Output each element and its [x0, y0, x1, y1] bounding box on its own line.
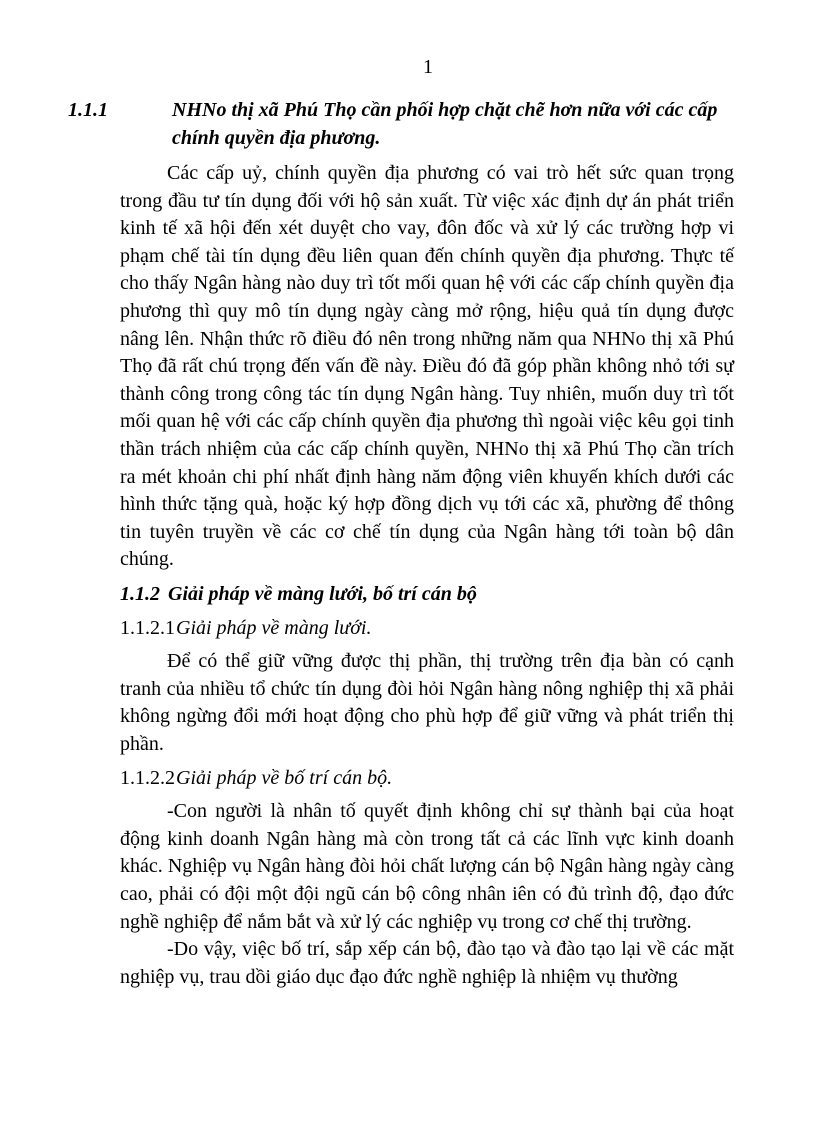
- heading-number: 1.1.2: [120, 582, 160, 605]
- heading-number: 1.1.1: [68, 99, 108, 121]
- heading-title: Giải pháp về màng lưới, bố trí cán bộ: [168, 582, 477, 605]
- page-content: [68, 92, 734, 991]
- paragraph-staff-1: -Con người là nhân tố quyết định không chỉ sự thành bại của hoạt động kinh doanh Ngân hàng mà còn trong tất cả các lĩnh vực kinh doanh khác. Nghiệp vụ Ngân hàng đòi hỏi chất lượng cán bộ Ngân hàng ngày càng cao, phải có đội một đội ngũ cán bộ công nhân iên có đủ trình độ, đạo đức nghề nghiệp để nắm bắt và xử lý các nghiệp vụ trong cơ chế thị trường.: [120, 800, 734, 933]
- heading-1-1-2-1: [120, 614, 734, 642]
- paragraph-network: Để có thể giữ vững được thị phần, thị trường trên địa bàn có cạnh tranh của nhiều tổ chức tín dụng đòi hỏi Ngân hàng nông nghiệp thị xã phải không ngừng đổi mới hoạt động cho phù hợp để giữ vững và phát triển thị phần.: [120, 649, 734, 755]
- heading-title: Giải pháp về bố trí cán bộ.: [176, 767, 393, 790]
- heading-number: 1.1.2.2: [120, 767, 175, 790]
- page-number: 1: [423, 56, 433, 78]
- paragraph-staff-2: -Do vậy, việc bố trí, sắp xếp cán bộ, đào tạo và đào tạo lại về các mặt nghiệp vụ, trau dồi giáo dục đạo đức nghề nghiệp là nhiệm vụ thường: [120, 938, 734, 988]
- heading-1-1-2: [120, 580, 734, 608]
- heading-1-1-2-2: [120, 764, 734, 792]
- heading-title: NHNo thị xã Phú Thọ cần phối hợp chặt chẽ hơn nữa với các cấp chính quyền địa phương.: [172, 99, 718, 149]
- paragraph-local-government: Các cấp uỷ, chính quyền địa phương có vai trò hết sức quan trọng trong đầu tư tín dụng đối với hộ sản xuất. Từ việc xác định dự án phát triển kinh tế xã hội đến xét duyệt cho vay, đôn đốc và xử lý các trường hợp vi phạm chế tài tín dụng đều liên quan đến chính quyền địa phương. Thực tế cho thấy Ngân hàng nào duy trì tốt mối quan hệ với các cấp chính quyền địa phương thì quy mô tín dụng ngày càng mở rộng, hiệu quả tín dụng được nâng lên. Nhận thức rõ điều đó nên trong những năm qua NHNo thị xã Phú Thọ đã rất chú trọng đến vấn đề này. Điều đó đã góp phần không nhỏ tới sự thành công trong công tác tín dụng Ngân hàng. Tuy nhiên, muốn duy trì tốt mối quan hệ với các cấp chính quyền địa phương thì ngoài việc kêu gọi tinh thần trách nhiệm của các cấp chính quyền, NHNo thị xã Phú Thọ cần trích ra mét khoản chi phí nhất định hàng năm động viên khuyến khích dưới các hình thức tặng quà, hoặc ký hợp đồng dịch vụ tới các xã, phường để thông tin tuyên truyền về các cơ chế tín dụng của Ngân hàng tới toàn bộ dân chúng.: [120, 162, 734, 571]
- heading-1-1-1: [68, 96, 734, 152]
- heading-title: Giải pháp về màng lưới.: [176, 616, 372, 639]
- heading-number: 1.1.2.1: [120, 616, 175, 639]
